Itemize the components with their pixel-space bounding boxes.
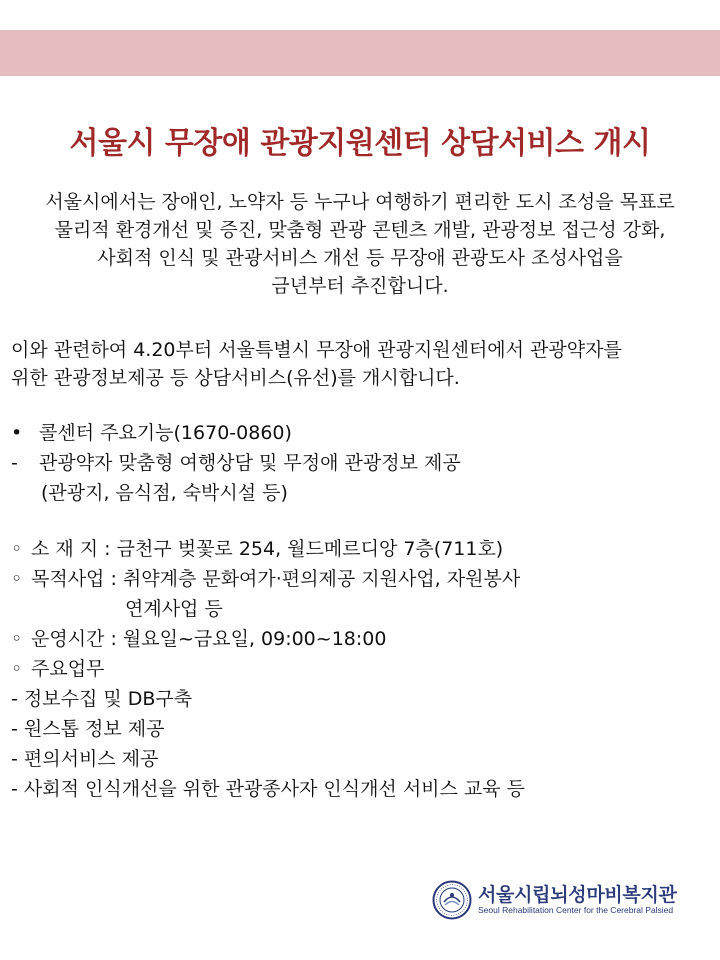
call-center-main-item	[11, 418, 711, 448]
intro-line: 서울시에서는 장애인, 노약자 등 누구나 여행하기 편리한 도시 조성을 목표로	[45, 191, 675, 213]
intro-paragraph	[0, 188, 720, 300]
call-center-sub-text: 관광약자 맞춤형 여행상담 및 무정애 관광정보 제공	[39, 452, 461, 474]
info-purpose-continued: 연계사업 등	[125, 598, 223, 620]
info-hours-text: 운영시간 : 월요일~금요일, 09:00~18:00	[31, 628, 387, 650]
announce-line: 이와 관련하여 4.20부터 서울특별시 무장애 관광지원센터에서 관광약자를	[11, 339, 622, 361]
center-info-section	[11, 534, 711, 804]
duty-item: - 사회적 인식개선을 위한 관광종사자 인식개선 서비스 교육 등	[11, 778, 526, 800]
info-purpose	[11, 564, 711, 594]
info-location-text: 소 재 지 : 금천구 벚꽃로 254, 월드메르디앙 7층(711호)	[31, 538, 504, 560]
info-marker: ◦	[11, 568, 23, 590]
duty-item: - 정보수집 및 DB구축	[11, 688, 193, 710]
call-center-section	[11, 418, 711, 508]
info-duties-label-text: 주요업무	[31, 658, 105, 680]
info-location	[11, 534, 711, 564]
info-marker: ◦	[11, 538, 23, 560]
intro-line: 사회적 인식 및 관광서비스 개선 등 무장애 관광도사 조성사업을	[97, 247, 623, 269]
duty-item: - 원스톱 정보 제공	[11, 718, 165, 740]
announcement-paragraph	[11, 336, 711, 392]
page-title: 서울시 무장애 관광지원센터 상담서비스 개시	[69, 126, 651, 161]
emblem-icon	[432, 880, 472, 920]
info-hours	[11, 624, 711, 654]
duty-item: - 편의서비스 제공	[11, 748, 159, 770]
info-marker: ◦	[11, 628, 23, 650]
intro-line: 금년부터 추진합니다.	[271, 275, 449, 297]
call-center-sub-detail: (관광지, 음식점, 숙박시설 등)	[41, 482, 288, 504]
call-center-sub-item	[11, 448, 711, 478]
logo-english-name: Seoul Rehabilitation Center for the Cerebral Palsied	[478, 905, 674, 915]
info-marker: ◦	[11, 658, 23, 680]
info-purpose-text: 목적사업 : 취약계층 문화여가·편의제공 지원사업, 자원봉사	[31, 568, 521, 590]
info-duties-label	[11, 654, 711, 684]
bullet-marker: •	[11, 422, 23, 444]
header-band	[0, 30, 720, 76]
dash-marker: -	[11, 452, 18, 474]
logo-korean-name: 서울시립뇌성마비복지관	[478, 884, 677, 906]
organization-logo	[432, 878, 702, 918]
announce-line: 위한 관광정보제공 등 상담서비스(유선)를 개시합니다.	[11, 367, 460, 389]
intro-line: 물리적 환경개선 및 증진, 맞춤형 관광 콘텐츠 개발, 관광정보 접근성 강화,	[54, 219, 666, 241]
call-center-main-text: 콜센터 주요기능(1670-0860)	[39, 422, 292, 444]
